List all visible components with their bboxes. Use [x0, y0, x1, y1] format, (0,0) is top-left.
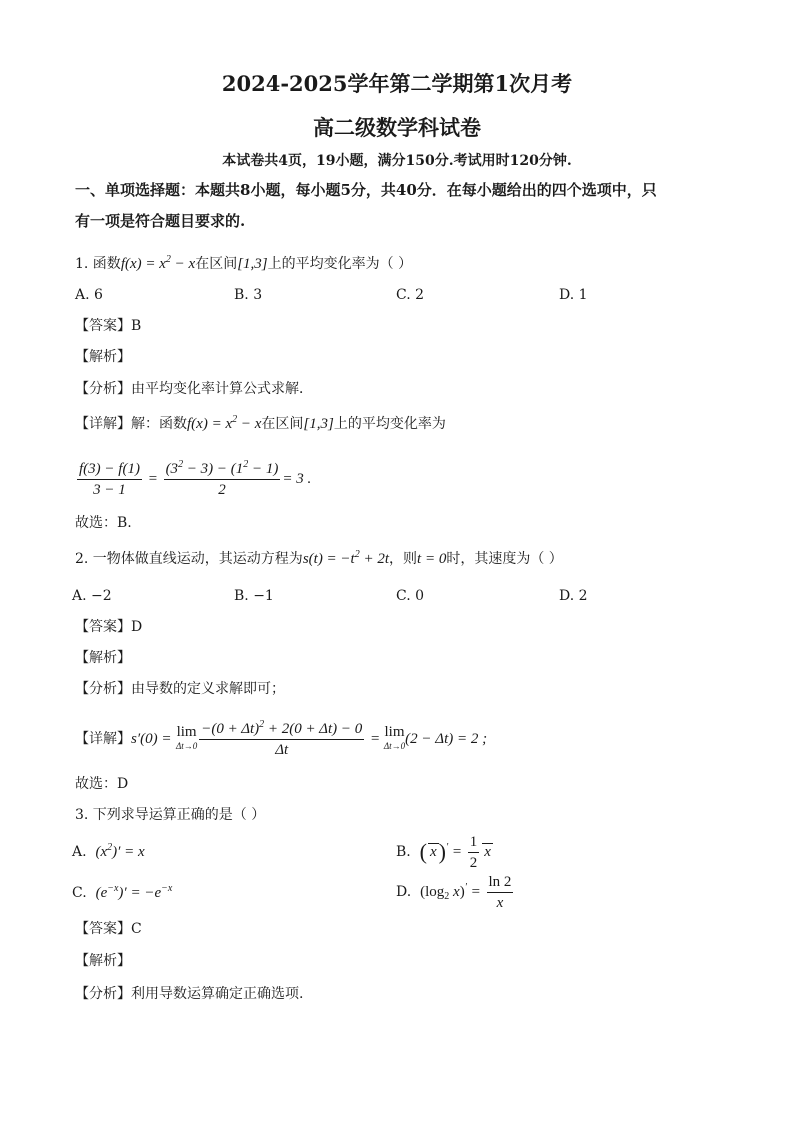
q2-post: 时，其速度为（ ） — [446, 551, 563, 567]
q3-answer: 【答案】C — [75, 921, 142, 937]
exam-title-line1: 2024-2025学年第二学期第1次月考 — [221, 71, 573, 96]
q1-function: $f(x) = x^2 - x$ — [120, 254, 196, 272]
q2-numerator: $-(0 + \Delta t)^2 + 2(0 + \Delta t) - 0$ — [199, 719, 364, 740]
q3-fenxi-text: 利用导数运算确定正确选项. — [131, 986, 304, 1002]
q2-question — [75, 549, 563, 569]
q1-interval: [1,3] — [237, 256, 268, 272]
q1-calc-den1: 3 − 1 — [93, 481, 126, 498]
q1-fenxi-text: 由平均变化率计算公式求解． — [131, 381, 313, 397]
q1-option-b: B. 3 — [234, 287, 263, 303]
q2-mid: ，则 — [389, 551, 418, 567]
q1-jiexi: 【解析】 — [75, 349, 131, 365]
q3-option-c-label: C. — [72, 885, 87, 901]
section1-line1: 一、单项选择题：本题共8小题，每小题5分，共40分．在每小题给出的四个选项中，只 — [75, 181, 657, 199]
q3-option-d — [396, 872, 515, 913]
q1-calc-num2: $(3^2 - 3) - (1^2 - 1)$ — [164, 459, 281, 480]
q2-condition: t = 0 — [417, 551, 447, 567]
q3-question: 3. 下列求导运算正确的是（ ） — [75, 807, 266, 823]
q1-option-d: D. 1 — [559, 287, 588, 303]
section1-line2: 有一项是符合题目要求的. — [75, 212, 246, 230]
q1-calc-fraction-1 — [77, 459, 142, 500]
q3-option-a — [72, 842, 145, 862]
q2-equation: $s(t) = -t^2 + 2t$ — [302, 549, 390, 567]
q3-fenxi — [75, 984, 303, 1004]
q2-fenxi-tag: 【分析】 — [75, 681, 131, 697]
q1-calculation: $\frac{f(3) - f(1)}{3 - 1}$ = $\frac{(3^2 - 3) - (1^2 - 1)}{2}$ = 3 . — [79, 458, 312, 498]
q2-detail-tag: 【详解】 — [75, 731, 131, 747]
q1-calc-num1: f(3) − f(1) — [77, 459, 142, 480]
q1-post: 上的平均变化率为（ ） — [267, 256, 413, 272]
q1-option-c: C. 2 — [396, 287, 425, 303]
q1-question — [75, 254, 412, 274]
q2-detail: 【详解】s′(0) = lim Δt→0 $\frac{-(0 + \Delta t)^2 + 2(0 + \Delta t) - 0}{\Delta t}$ = lim Δt→0 (2 − Δt) = 2 ; — [75, 718, 488, 758]
q2-rhs: (2 − Δt) = 2 ; — [405, 731, 488, 747]
q3-jiexi: 【解析】 — [75, 953, 131, 969]
q1-fenxi — [75, 379, 313, 399]
exam-title-line2: 高二级数学科试卷 — [313, 115, 481, 140]
q2-denominator: Δt — [275, 741, 289, 758]
q1-detail-function: $f(x) = x^2 - x$ — [187, 414, 262, 432]
q1-detail-post: 上的平均变化率为 — [333, 416, 446, 432]
q3-option-b-num: 1 — [468, 832, 480, 853]
q3-option-a-expr: $(x^2)' = x$ — [95, 842, 145, 860]
q1-detail-pre: 解：函数 — [131, 416, 187, 432]
q3-option-d-den: x — [496, 895, 504, 912]
q1-conclusion: 故选：B. — [75, 515, 132, 531]
q1-detail — [75, 414, 446, 434]
q3-option-b-label: B. — [396, 844, 411, 860]
q1-pre: 1. 函数 — [75, 256, 121, 272]
q1-calc-den2: 2 — [218, 481, 226, 498]
q2-lhs: s′(0) = — [131, 731, 172, 747]
q2-fenxi — [75, 679, 285, 699]
q3-option-d-label: D. — [396, 884, 412, 900]
q1-option-a: A. 6 — [75, 287, 103, 303]
q2-fenxi-text: 由导数的定义求解即可； — [131, 681, 285, 697]
q2-jiexi: 【解析】 — [75, 650, 131, 666]
q3-fenxi-tag: 【分析】 — [75, 986, 131, 1002]
q2-pre: 2. 一物体做直线运动，其运动方程为 — [75, 551, 303, 567]
q3-option-d-num: ln 2 — [487, 872, 514, 893]
q3-option-b — [396, 832, 493, 873]
q1-calc-fraction-2 — [164, 459, 281, 500]
q1-fenxi-tag: 【分析】 — [75, 381, 131, 397]
q1-detail-tag: 【详解】 — [75, 416, 131, 432]
q2-lim-sub-2: Δt→0 — [383, 741, 406, 751]
exam-note: 本试卷共4页，19小题，满分150分.考试用时120分钟. — [222, 153, 572, 169]
q3-option-b-expr: ( x)′ = $\frac{1}{2}$ x — [419, 834, 491, 872]
q2-option-b: B. −1 — [234, 588, 274, 604]
q2-fraction — [199, 719, 364, 760]
q2-lim-sub-1: Δt→0 — [175, 741, 198, 751]
q1-calc-result: = 3 . — [282, 471, 312, 487]
q3-option-b-den: 2 — [469, 855, 478, 872]
q3-option-d-expr: ($\log_2$ x)′ = $\frac{\ln 2}{x}$ — [420, 874, 512, 912]
q2-conclusion: 故选：D — [75, 776, 129, 792]
q1-answer: 【答案】B — [75, 318, 142, 334]
q3-option-c — [72, 883, 172, 903]
q3-option-a-label: A. — [72, 844, 87, 860]
q1-mid: 在区间 — [195, 256, 238, 272]
q2-lim-2: lim Δt→0 — [383, 724, 406, 751]
q2-option-d: D. 2 — [559, 588, 588, 604]
q1-detail-mid: 在区间 — [261, 416, 304, 432]
q2-option-c: C. 0 — [396, 588, 425, 604]
q3-option-c-expr: $(e^{-x})' = -e^{-x}$ — [95, 883, 173, 901]
q2-lim-1: lim Δt→0 — [175, 724, 198, 751]
q2-answer: 【答案】D — [75, 619, 143, 635]
q1-detail-interval: [1,3] — [303, 416, 334, 432]
q2-option-a: A. −2 — [72, 588, 112, 604]
